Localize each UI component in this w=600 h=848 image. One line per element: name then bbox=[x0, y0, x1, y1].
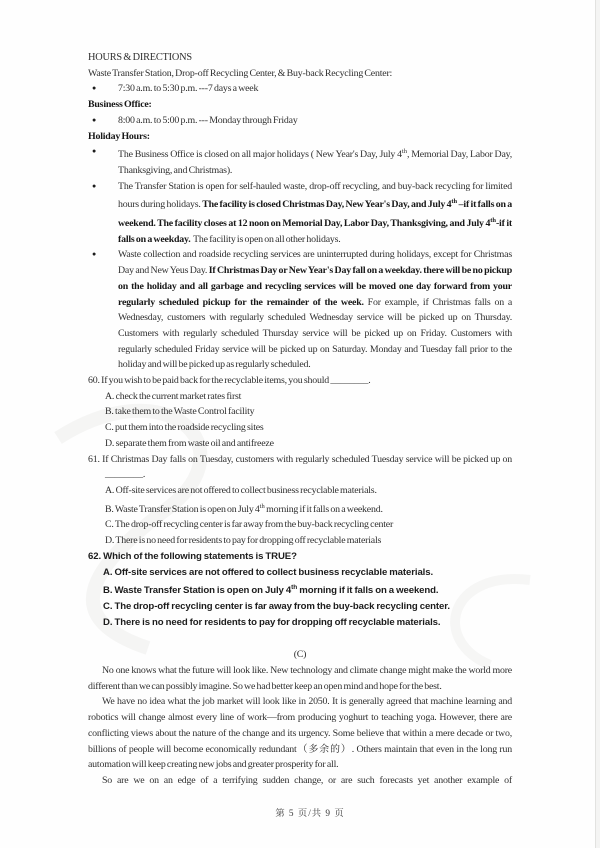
holiday-bullet-1-text: The Business Office is closed on all major holidays ( New Year's Day, July 4th, Memorial Day, Labor Day, Thanksgiving, and Christmas). bbox=[118, 148, 513, 176]
option-60-d: D. separate them from waste oil and antifreeze bbox=[105, 437, 274, 449]
passage-paragraph-2: We have no idea what the job market will look like in 2050. It is generally agreed that machine learning and robotics will change almost every line of work—from producing yoghurt to teaching yoga. However, there are conflicting views about the nature of the change and its urgency. Some believe that within a mere decade or two, billions of people will become economically redundant（多余的）. Others maintain that even in the long run automation will keep creating new jobs and greater prosperity for all. bbox=[88, 696, 512, 771]
page-number: 第 5 页/共 9 页 bbox=[20, 805, 600, 819]
holiday-bullet-3 bbox=[88, 247, 512, 373]
question-62: 62. Which of the following statements is TRUE? bbox=[88, 550, 297, 562]
bullet-icon: ● bbox=[92, 115, 97, 124]
section-c-label: (C) bbox=[293, 649, 307, 661]
option-60-b: B. take them to the Waste Control facility bbox=[105, 406, 255, 418]
bullet-icon: ● bbox=[92, 181, 97, 190]
option-62-b: B. Waste Transfer Station is open on July 4th morning if it falls on a weekend. bbox=[103, 584, 439, 597]
question-60: 60. If you wish to be paid back for the recyclable items, you should ________. bbox=[88, 375, 371, 387]
question-62-block bbox=[88, 549, 512, 631]
question-61: 61. If Christmas Day falls on Tuesday, customers with regularly scheduled Tuesday service will be picked up on ________. bbox=[88, 453, 512, 481]
passage-paragraph-3: So are we on an edge of a terrifying sudden change, or are such forecasts yet another example of bbox=[102, 774, 512, 786]
holiday-hours-label: Holiday Hours: bbox=[88, 130, 150, 142]
section-heading: HOURS & DIRECTIONS bbox=[88, 52, 192, 63]
business-office-label: Business Office: bbox=[88, 99, 152, 111]
holiday-bullet-3-text: Waste collection and roadside recycling services are uninterrupted during holidays, except for Christmas Day and New Yeus Day. If Christmas Day or New Year's Day fall on a weekday. there will be no pickup on the holiday and all garbage and recycling services will be moved one day forward from your regularly scheduled pickup for the remainder of the week. For example, if Christmas falls on a Wednesday, customers with regularly scheduled Wednesday service will be picked up on Thursday. Customers with regularly scheduled Thursday service will be picked up on Friday. Customers with regularly scheduled Friday service will be picked up on Saturday. Monday and Tuesday fall prior to the holiday and will be picked up as regularly scheduled. bbox=[118, 249, 513, 371]
bullet-icon: ● bbox=[92, 84, 97, 93]
holiday-bullet-2-text: The Transfer Station is open for self-hauled waste, drop-off recycling, and buy-back recycling for limited hours during holidays. The facility is closed Christmas Day, New Year's Day, and July 4th –if it falls on a weekend. The facility closes at 12 noon on Memorial Day, Labor Day, Thanksgiving, and July 4th-if it falls on a weekday. The facility is open on all other holidays. bbox=[118, 180, 513, 245]
hours-bullet-2 bbox=[88, 113, 512, 129]
facilities-title: Waste Transfer Station, Drop-off Recycling Center, & Buy-back Recycling Center: bbox=[88, 67, 393, 79]
passage-paragraph-1: No one knows what the future will look like. New technology and climate change might make the world more different than we can possibly imagine. So we had better keep an open mind and hope for the best. bbox=[88, 665, 512, 692]
option-62-d: D. There is no need for residents to pay for dropping off recyclable materials. bbox=[103, 616, 441, 628]
option-61-c: C. The drop-off recycling center is far away from the buy-back recycling center bbox=[105, 519, 394, 531]
holiday-bullet-2 bbox=[88, 179, 512, 248]
page-edge-shade bbox=[596, 0, 600, 848]
option-61-a: A. Off-site services are not offered to collect business recyclable materials. bbox=[105, 484, 377, 496]
option-61-d: D. There is no need for residents to pay for dropping off recyclable materials bbox=[105, 535, 382, 547]
hours-bullet-1-text: 7:30 a.m. to 5:30 p.m. ---7 days a week bbox=[118, 83, 259, 95]
option-62-c: C. The drop-off recycling center is far away from the buy-back recycling center. bbox=[103, 600, 450, 612]
hours-bullet-1 bbox=[88, 81, 512, 97]
option-62-a: A. Off-site services are not offered to collect business recyclable materials. bbox=[103, 566, 434, 578]
hours-bullet-2-text: 8:00 a.m. to 5:00 p.m. --- Monday through Friday bbox=[118, 114, 298, 126]
page-content bbox=[88, 50, 512, 789]
option-61-b: B. Waste Transfer Station is open on July 4th morning if it falls on a weekend. bbox=[105, 502, 383, 515]
option-60-a: A. check the current market rates first bbox=[105, 390, 242, 402]
holiday-bullet-1 bbox=[88, 144, 512, 178]
bullet-icon: ● bbox=[92, 250, 97, 259]
bullet-icon: ● bbox=[92, 147, 97, 156]
section-c bbox=[88, 647, 512, 788]
option-60-c: C. put them into the roadside recycling sites bbox=[105, 422, 264, 434]
